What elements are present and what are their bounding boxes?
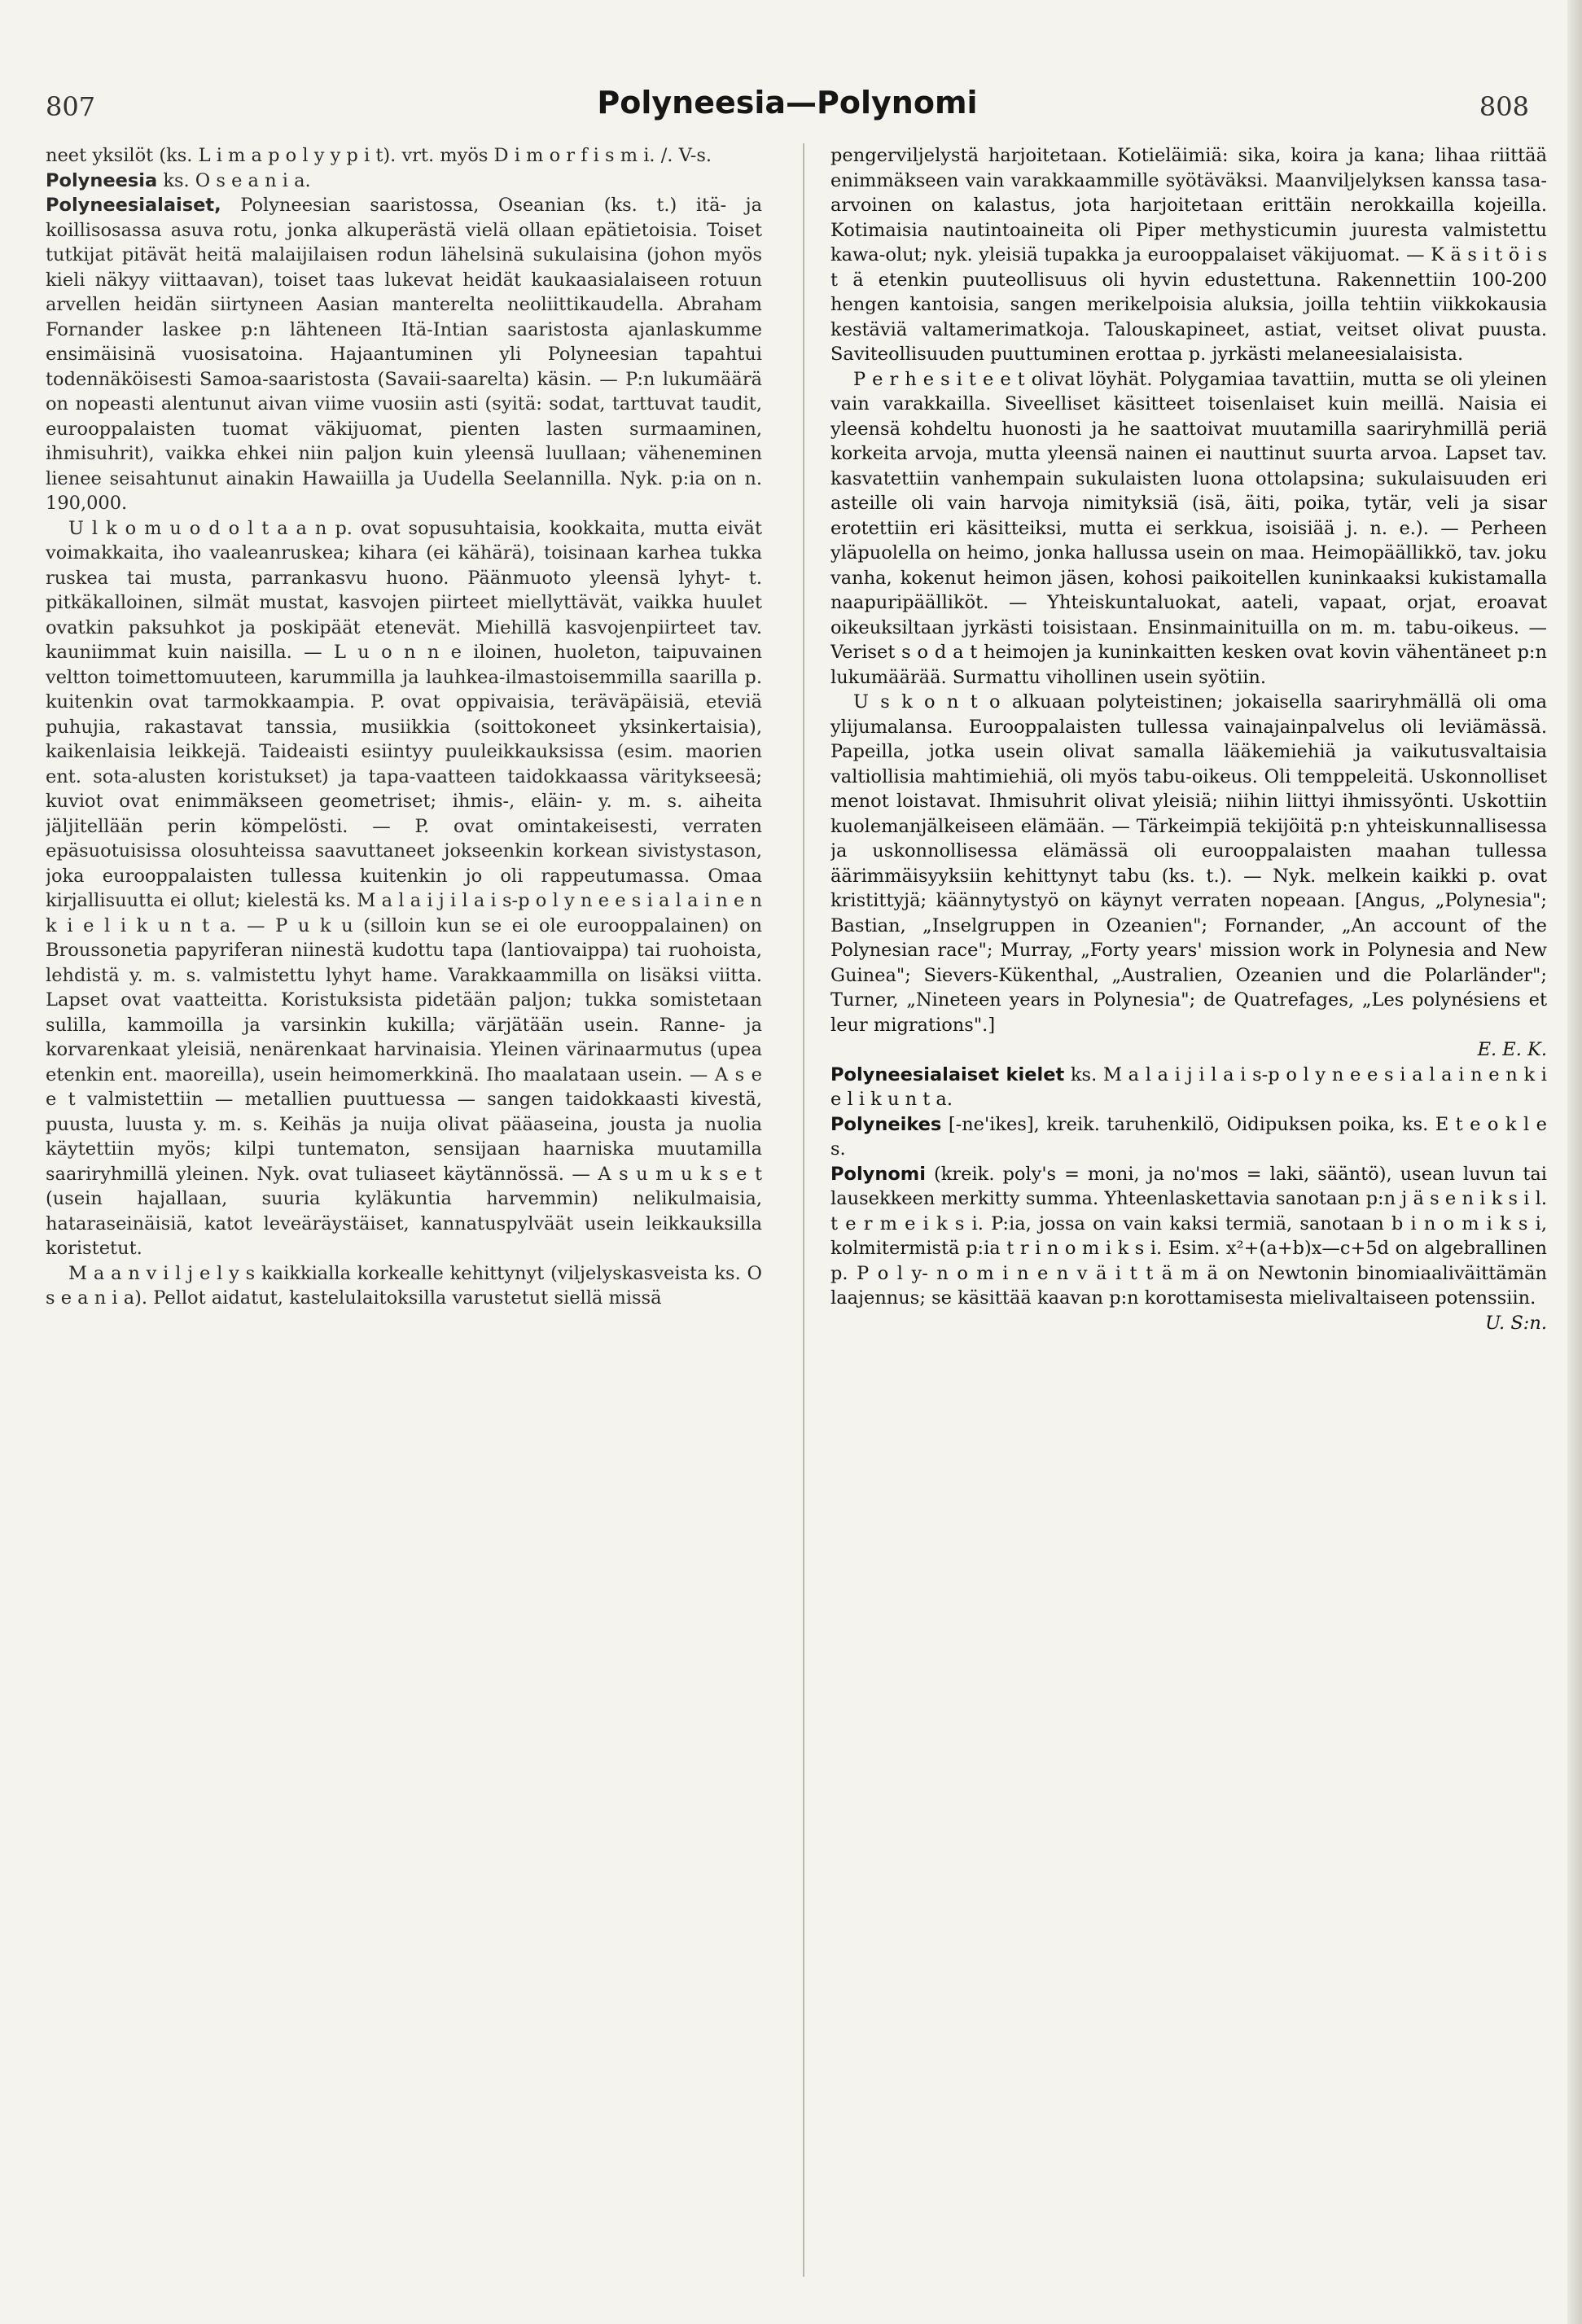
entry-text: (kreik. poly's = moni, ja no'mos = laki, sääntö), usean luvun tai lausekkeen merkitty summa. Yhteenlaskettavia sanotaan p:n j ä s e n i k s i l. t e r m e i k s i. P:ia, jossa on vain kaksi termiä, sanotaan b i n o m i k s i, kolmitermistä p:ia t r i n o m i k s i. Esim. x²+(a+b)x—c+5d on algebrallinen p. P o l y- n o m i n e n v ä i t t ä m ä on Newtonin binomiaaliväittämän laajennus; se käsittää kaavan p:n korottamisesta mielivaltaiseen potenssiin. — [830, 1163, 1547, 1309]
entry-text: ks. M a l a i j i l a i s-p o l y n e e s i a l a i n e n k i e l i k u n t a. — [830, 1063, 1547, 1110]
entry-text: ks. O s e a n i a. — [163, 169, 311, 191]
author-signature: E. E. K. — [1477, 1039, 1547, 1060]
entry-polyneikes — [830, 1112, 1547, 1162]
right-column — [830, 143, 1547, 2309]
entry-polyneesialaiset — [46, 193, 762, 516]
entry-polyneesia — [46, 169, 762, 194]
paragraph: neet yksilöt (ks. L i m a p o l y y p i t). vrt. myös D i m o r f i s m i. /. V-s. — [46, 145, 712, 166]
page-number-left: 807 — [46, 91, 96, 122]
paragraph: M a a n v i l j e l y s kaikkialla korkealle kehittynyt (viljelyskasveista ks. O s e a n i a). Pellot aidatut, kastelulaitoksilla varustetut siellä missä — [46, 1262, 762, 1309]
page-title: Polyneesia—Polynomi — [597, 85, 978, 121]
paragraph: P e r h e s i t e e t olivat löyhät. Polygamiaa tavattiin, mutta se oli yleinen vain varakkailla. Siveelliset käsitteet toisenlaiset kuin meillä. Naisia ei yleensä kohdeltu huonosti ja he saattoivat muutamilla saariryhmillä periä korkeita arvoja, mutta yleensä nainen ei nauttinut suurta arvoa. Lapset tav. kasvatettiin vanhempain sukulaisten luona ottolapsina; sukulaisuuden eri asteille oli vain harvoja nimityksiä (isä, äiti, poika, tytär, veli ja sisar erotettiin eri käsitteiksi, mutta ei serkkua, isoisiää j. n. e.). — Perheen yläpuolella on heimo, jonka hallussa usein on maa. Heimopäällikkö, tav. joku vanha, kokenut heimon jäsen, kohosi paikoitellen kuninkaaksi kukistamalla naapuripäälliköt. — Yhteiskuntaluokat, aateli, vapaat, orjat, eroavat oikeuksiltaan jyrkästi toisistaan. Ensinmainituilla on m. m. tabu-oikeus. — Veriset s o d a t heimojen ja kuninkaitten kesken ovat kovin vähentäneet p:n lukumäärää. Surmattu vihollinen usein syötiin. — [830, 368, 1547, 688]
paragraph-text: U s k o n t o alkuaan polyteistinen; jokaisella saariryhmällä oli oma ylijumalansa. Eurooppalaisten tullessa vainajainpalvelus oli leviämässä. Papeilla, jotka usein olivat samalla lääkemiehiä ja vaikutusvaltaisia valtiollisia mahtimiehiä, oli myös tabu-oikeus. Oli temppeleitä. Uskonnolliset menot loistavat. Ihmisuhrit olivat yleisiä; niihin liittyi ihmissyönti. Uskottiin kuolemanjälkeiseen elämään. — Tärkeimpiä tekijöitä p:n yhteiskunnallisessa ja uskonnollisessa elämässä oli eurooppalaisten maahan tullessa äärimmäisyyksiin kehittynyt tabu (ks. t.). — Nyk. melkein kaikki p. ovat kristittyjä; käännytystyö on käynyt verraten nopeaan. [Angus, „Polynesia"; Bastian, „Inselgruppen in Ozeanien"; Fornander, „An account of the Polynesian race"; Murray, „Forty years' mission work in Polynesia and New Guinea"; Sievers-Kükenthal, „Australien, Ozeanien und die Polarländer"; Turner, „Nineteen years in Polynesia"; de Quatrefages, „Les polynésiens et leur migrations".] — [830, 691, 1547, 1036]
entry-headword: Polyneesialaiset kielet — [830, 1063, 1065, 1085]
paragraph — [830, 690, 1547, 1063]
entry-text: [-ne'ikes], kreik. taruhenkilö, Oidipuksen poika, ks. E t e o k l e s. — [830, 1113, 1547, 1160]
entry-headword: Polynomi — [830, 1163, 926, 1185]
column-divider — [803, 143, 804, 2277]
page-number-right: 808 — [1479, 91, 1529, 122]
author-signature: U. S:n. — [1485, 1312, 1547, 1334]
page-header — [46, 85, 1529, 134]
entry-headword: Polyneesialaiset, — [46, 195, 221, 216]
paragraph: U l k o m u o d o l t a a n p. ovat sopusuhtaisia, kookkaita, mutta eivät voimakkaita, iho vaaleanruskea; kihara (ei kähärä), toisinaan karhea tukka ruskea tai musta, parrankasvu huono. Päänmuoto yleensä lyhyt- t. pitkäkalloinen, silmät mustat, kasvojen piirteet miellyttävät, vaikka huulet ovatkin paksuhkot ja poskipäät etenevät. Miehillä kasvojenpiirteet tav. kauniimmat kuin naisilla. — L u o n n e iloinen, huoleton, taipuvainen veltton toimettomuuteen, karummilla ja lauhkea-ilmastoisemmilla saarilla p. kuitenkin ovat tarmokkaampia. P. ovat oppivaisia, teräväpäisiä, eteviä puhujia, rakastavat tanssia, musiikkia (soittokoneet yksinkertaisia), kaikenlaisia leikkejä. Taideaisti esiintyy puuleikkauksissa (esim. maorien ent. sota-alusten koristukset) ja tapa-vaatteen taidokkaassa väritykseesä; kuviot ovat enimmäkseen geometriset; ihmis-, eläin- y. m. s. aiheita jäljitellään perin kömpelösti. — P. ovat omintakeisesti, verraten epäsuotuisissa olosuhteissa saavuttaneet jokseenkin korkean sivistystason, joka eurooppalaisten tullessa kuitenkin jo oli rappeutumassa. Omaa kirjallisuutta ei ollut; kielestä ks. M a l a i j i l a i s-p o l y n e e s i a l a i n e n k i e l i k u n t a. — P u k u (silloin kun se ei ole eurooppalainen) on Broussonetia papyriferan niinestä kudottu tapa (lantiovaippa) tai ruohoista, lehdistä y. m. s. valmistettu lyhyt hame. Varakkaammilla on lisäksi viitta. Lapset ovat vaatteitta. Koristuksista pidetään paljon; tukka somistetaan sulilla, kammoilla ja varsinkin kukilla; värjätään usein. Ranne- ja korvarenkaat yleisiä, nenärenkaat harvinaisia. Yleinen värinaarmutus (upea etenkin ent. maoreilla), usein heimomerkkinä. Iho maalataan usein. — A s e e t valmistettiin — metallien puuttuessa — sangen taidokkaasti kivestä, puusta, luusta y. m. s. Keihäs ja nuija olivat pääaseina, jousta ja nuolia käytettiin myös; kilpi tuntematon, sensijaan haarniska muutamilla saariryhmillä yleinen. Nyk. ovat tuliaseet käytännössä. — A s u m u k s e t (usein hajallaan, suuria kyläkuntia harvemmin) nelikulmaisia, hataraseinäisiä, katot leveäräystäiset, kannatuspylväät usein leikkauksilla koristetut. — [46, 517, 762, 1259]
entry-headword: Polyneikes — [830, 1113, 942, 1135]
left-column — [46, 143, 762, 2309]
entry-polynomi — [830, 1162, 1547, 1336]
paragraph: pengerviljelystä harjoitetaan. Kotieläimiä: sika, koira ja kana; lihaa riittää enimmäkseen vain varakkaammille syötäväksi. Maanviljelyksen kanssa tasa-arvoinen on kalastus, jota harjoitetaan erittäin nerokkailla kojeilla. Kotimaisia nautintoaineita oli Piper methysticumin juuresta valmistettu kawa-olut; nyk. yleisiä tupakka ja eurooppalaiset väkijuomat. — K ä s i t ö i s t ä etenkin puuteollisuus oli hyvin edustettuna. Rakennettiin 100-200 hengen kantoisia, sangen merikelpoisia aluksia, joilla tehtiin viikkokausia kestäviä valtamerimatkoja. Talouskapineet, astiat, veitset olivat puusta. Saviteollisuuden puuttuminen erottaa p. jyrkästi melaneesialaisista. — [830, 145, 1547, 365]
entry-polyneesialaiset-kielet — [830, 1063, 1547, 1112]
entry-headword: Polyneesia — [46, 169, 158, 191]
page-edge — [1567, 0, 1582, 2324]
entry-text: Polyneesian saaristossa, Oseanian (ks. t.) itä- ja koillisosassa asuva rotu, jonka alkuperästä vielä ollaan epätietoisia. Toiset tutkijat pitävät heitä malaijilaisen rodun lähelsinä sukulaisina (johon myös kieli näkyy viittaavan), toiset taas lukevat heidät kaukaasialaiseen rotuun arvellen heidän siirtyneen Aasian manterelta neoliittikaudella. Abraham Fornander laskee p:n lähteneen Itä-Intian saaristosta ajanlaskumme ensimäisinä vuosisatoina. Hajaantuminen yli Polyneesian tapahtui todennäköisesti Samoa-saaristosta (Savaii-saarelta) käsin. — P:n lukumäärä on nopeasti alentunut aivan viime vuosiin asti (syitä: sodat, tarttuvat taudit, eurooppalaisten tuomat väkijuomat, pienten lasten surmaaminen, ihmisuhrit), vaikka ehkei niin paljon kuin yleensä luullaan; väheneminen lienee seisahtunut ainakin Hawaiilla ja Uudella Seelannilla. Nyk. p:ia on n. 190,000. — [46, 195, 762, 514]
